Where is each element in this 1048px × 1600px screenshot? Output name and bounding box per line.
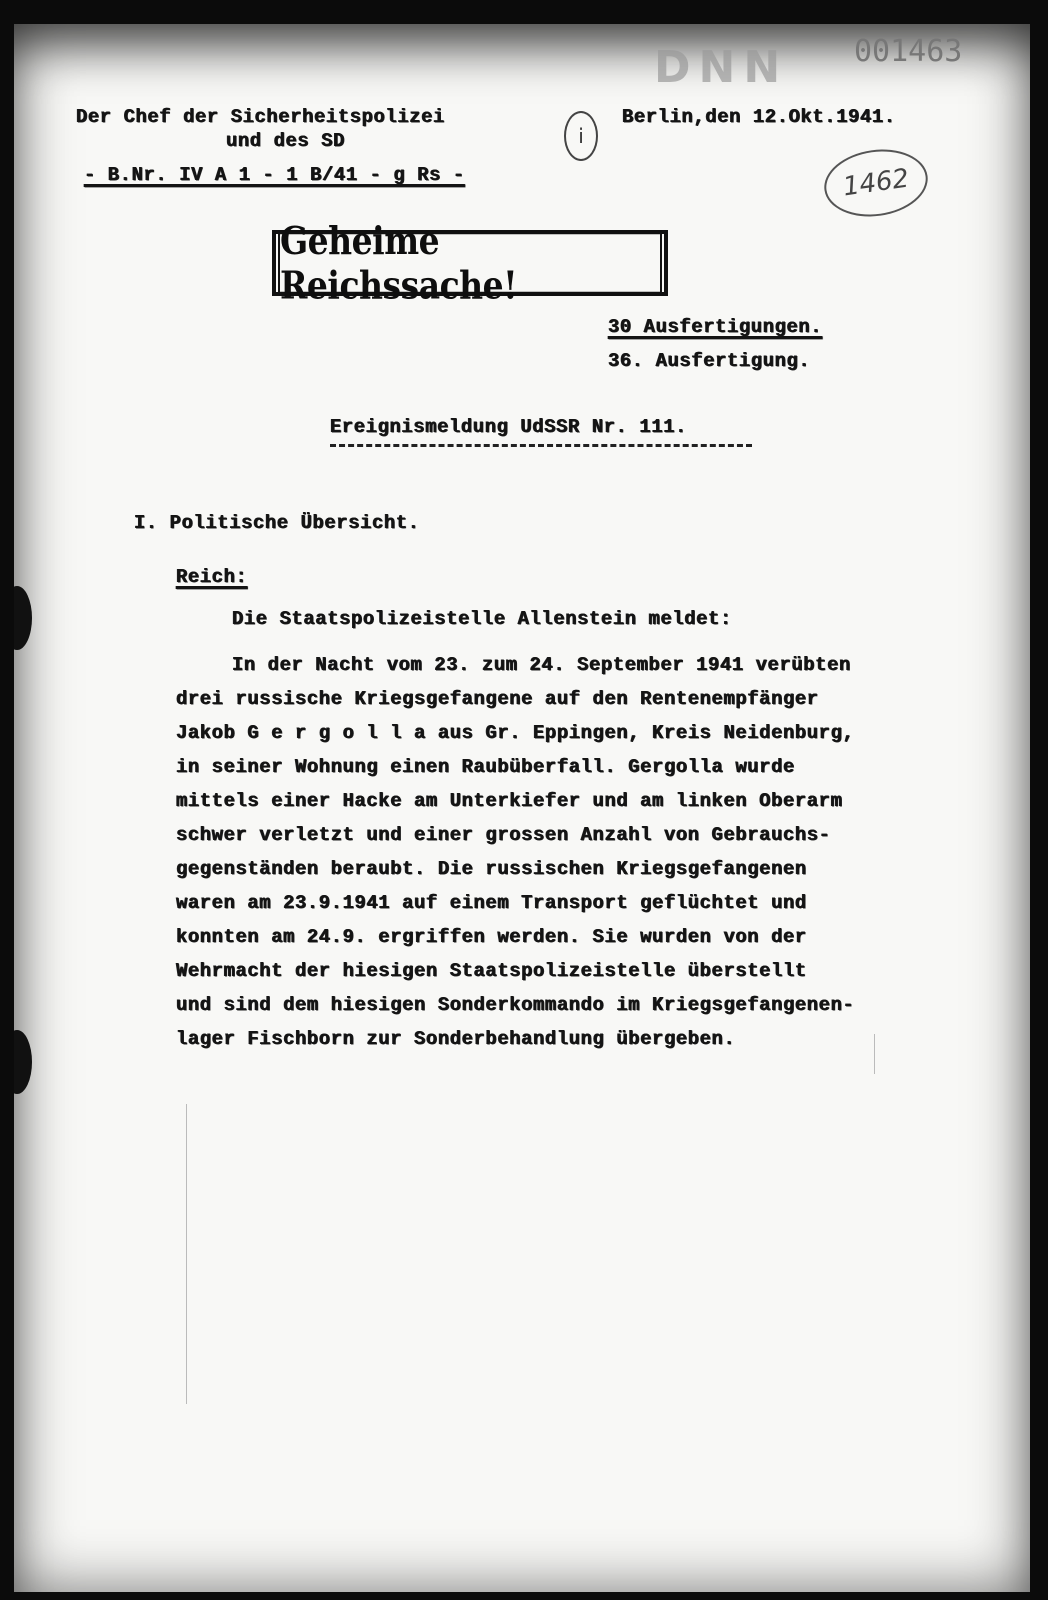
subsection-heading: Reich:: [176, 566, 248, 588]
page-mark: i: [578, 124, 584, 148]
paragraph-line: waren am 23.9.1941 auf einem Transport geflüchtet und: [176, 892, 807, 914]
archive-stamp: DNN: [654, 42, 789, 93]
paragraph-line: schwer verletzt und einer grossen Anzahl von Gebrauchs-: [176, 824, 831, 846]
paragraph-line: konnten am 24.9. ergriffen werden. Sie wurden von der: [176, 926, 807, 948]
sender-line-2: und des SD: [226, 130, 346, 152]
document-page: [14, 24, 1030, 1592]
paragraph-line: Jakob G e r g o l l a aus Gr. Eppingen, Kreis Neidenburg,: [176, 722, 855, 744]
report-title: Ereignismeldung UdSSR Nr. 111.: [330, 416, 688, 438]
section-heading: I. Politische Übersicht.: [134, 512, 420, 534]
place-date: Berlin,den 12.Okt.1941.: [622, 106, 896, 128]
sender-line-1: Der Chef der Sicherheitspolizei: [76, 106, 445, 128]
paragraph-line: gegenständen beraubt. Die russischen Kriegsgefangenen: [176, 858, 807, 880]
classification-stamp: [272, 218, 668, 308]
paragraph-line: mittels einer Hacke am Unterkiefer und am linken Oberarm: [176, 790, 843, 812]
report-intro: Die Staatspolizeistelle Allenstein meldet:: [232, 608, 732, 630]
handwritten-number-text: 1462: [841, 163, 911, 203]
title-underline: [330, 444, 752, 447]
paragraph-line: Wehrmacht der hiesigen Staatspolizeistelle überstellt: [176, 960, 807, 982]
paragraph-line: lager Fischborn zur Sonderbehandlung übergeben.: [176, 1028, 736, 1050]
punch-hole-top: [14, 586, 32, 650]
paragraph-line: In der Nacht vom 23. zum 24. September 1941 verübten: [232, 654, 851, 676]
paragraph-line: drei russische Kriegsgefangene auf den Rentenempfänger: [176, 688, 819, 710]
paragraph-line: in seiner Wohnung einen Raubüberfall. Gergolla wurde: [176, 756, 795, 778]
reference-number: - B.Nr. IV A 1 - 1 B/41 - g Rs -: [84, 164, 465, 186]
page-mark-circle: [564, 111, 598, 161]
copy-number: 36. Ausfertigung.: [608, 350, 811, 372]
scan-artifact-line: [186, 1104, 187, 1404]
classification-stamp-text: Geheime Reichssache!: [278, 232, 662, 294]
archive-number: 001463: [854, 34, 963, 69]
copies-total: 30 Ausfertigungen.: [608, 316, 823, 338]
scan-artifact-line: [874, 1034, 875, 1074]
punch-hole-bottom: [14, 1030, 32, 1094]
paragraph-line: und sind dem hiesigen Sonderkommando im Kriegsgefangenen-: [176, 994, 855, 1016]
handwritten-number: [820, 143, 932, 223]
